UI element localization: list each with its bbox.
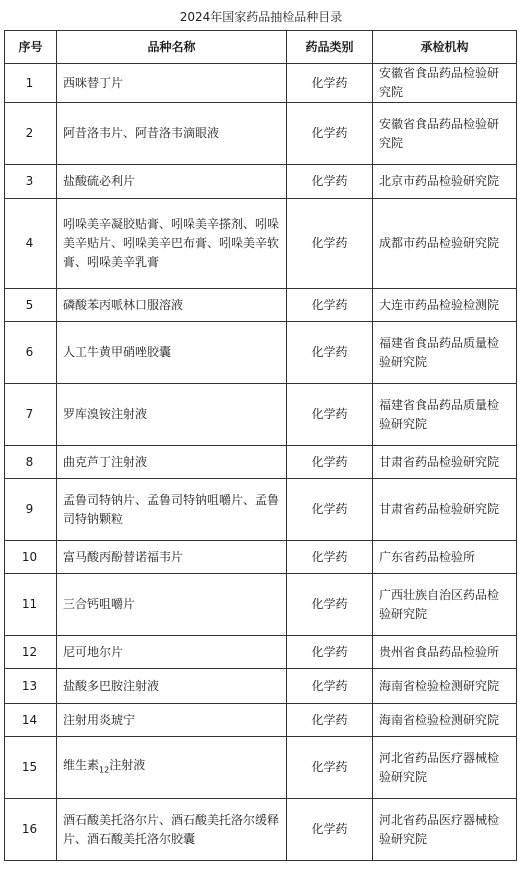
row-no: 14 [5, 704, 57, 737]
row-name: 罗库溴铵注射液 [57, 384, 287, 446]
row-name: 曲克芦丁注射液 [57, 446, 287, 479]
table-row [5, 574, 517, 636]
row-category: 化学药 [287, 541, 373, 574]
row-category: 化学药 [287, 737, 373, 799]
row-name: 吲哚美辛凝胶贴膏、吲哚美辛搽剂、吲哚美辛贴片、吲哚美辛巴布膏、吲哚美辛软膏、吲哚美辛乳膏 [57, 199, 287, 289]
row-category: 化学药 [287, 322, 373, 384]
table-row [5, 64, 517, 103]
table-row [5, 322, 517, 384]
table-row [5, 636, 517, 669]
row-org: 福建省食品药品质量检验研究院 [373, 322, 517, 384]
row-name: 酒石酸美托洛尔片、酒石酸美托洛尔缓释片、酒石酸美托洛尔胶囊 [57, 799, 287, 861]
table-row [5, 103, 517, 165]
row-no: 8 [5, 446, 57, 479]
header-row [5, 31, 517, 64]
row-org: 成都市药品检验研究院 [373, 199, 517, 289]
row-org: 甘肃省药品检验研究院 [373, 479, 517, 541]
row-no: 1 [5, 64, 57, 103]
row-name-suffix: 注射液 [109, 757, 146, 772]
row-org: 广西壮族自治区药品检验研究院 [373, 574, 517, 636]
row-no: 7 [5, 384, 57, 446]
row-org: 河北省药品医疗器械检验研究院 [373, 799, 517, 861]
row-name: 三合钙咀嚼片 [57, 574, 287, 636]
table-header [5, 31, 517, 64]
row-org: 海南省检验检测研究院 [373, 669, 517, 704]
row-name: 阿昔洛韦片、阿昔洛韦滴眼液 [57, 103, 287, 165]
row-no: 13 [5, 669, 57, 704]
row-no: 16 [5, 799, 57, 861]
row-category: 化学药 [287, 669, 373, 704]
row-category: 化学药 [287, 574, 373, 636]
row-no: 5 [5, 289, 57, 322]
row-no: 4 [5, 199, 57, 289]
row-category: 化学药 [287, 446, 373, 479]
row-name: 西咪替丁片 [57, 64, 287, 103]
row-no: 11 [5, 574, 57, 636]
row-category: 化学药 [287, 165, 373, 199]
row-org: 大连市药品检验检测院 [373, 289, 517, 322]
row-org: 海南省检验检测研究院 [373, 704, 517, 737]
row-category: 化学药 [287, 704, 373, 737]
row-category: 化学药 [287, 799, 373, 861]
table-row [5, 165, 517, 199]
drug-list-table [4, 30, 517, 861]
row-name [57, 737, 287, 799]
table-row [5, 737, 517, 799]
row-category: 化学药 [287, 199, 373, 289]
row-org: 福建省食品药品质量检验研究院 [373, 384, 517, 446]
table-body [5, 64, 517, 861]
row-no: 9 [5, 479, 57, 541]
row-name-subscript: 12 [99, 765, 110, 775]
row-org: 广东省药品检验所 [373, 541, 517, 574]
row-no: 15 [5, 737, 57, 799]
row-org: 安徽省食品药品检验研究院 [373, 103, 517, 165]
row-no: 3 [5, 165, 57, 199]
row-name-text: 维生素 [63, 757, 100, 772]
table-row [5, 704, 517, 737]
row-name: 盐酸多巴胺注射液 [57, 669, 287, 704]
row-name: 富马酸丙酚替诺福韦片 [57, 541, 287, 574]
table-row [5, 384, 517, 446]
table-row [5, 446, 517, 479]
row-name: 磷酸苯丙哌林口服溶液 [57, 289, 287, 322]
row-name: 人工牛黄甲硝唑胶囊 [57, 322, 287, 384]
row-name: 注射用炎琥宁 [57, 704, 287, 737]
row-category: 化学药 [287, 479, 373, 541]
row-no: 10 [5, 541, 57, 574]
table-row [5, 479, 517, 541]
row-org: 河北省药品医疗器械检验研究院 [373, 737, 517, 799]
document-title: 2024年国家药品抽检品种目录 [179, 10, 343, 24]
header-no: 序号 [5, 31, 57, 64]
row-category: 化学药 [287, 64, 373, 103]
table-row [5, 289, 517, 322]
row-no: 12 [5, 636, 57, 669]
table-row [5, 199, 517, 289]
row-category: 化学药 [287, 289, 373, 322]
row-org: 贵州省食品药品检验所 [373, 636, 517, 669]
row-no: 6 [5, 322, 57, 384]
table-row [5, 541, 517, 574]
table-row [5, 669, 517, 704]
row-org: 安徽省食品药品检验研究院 [373, 64, 517, 103]
header-name: 品种名称 [57, 31, 287, 64]
row-org: 甘肃省药品检验研究院 [373, 446, 517, 479]
row-name: 孟鲁司特钠片、孟鲁司特钠咀嚼片、孟鲁司特钠颗粒 [57, 479, 287, 541]
header-org: 承检机构 [373, 31, 517, 64]
table-row [5, 799, 517, 861]
row-category: 化学药 [287, 636, 373, 669]
row-category: 化学药 [287, 384, 373, 446]
header-category: 药品类别 [287, 31, 373, 64]
row-name: 尼可地尔片 [57, 636, 287, 669]
row-org: 北京市药品检验研究院 [373, 165, 517, 199]
row-category: 化学药 [287, 103, 373, 165]
row-name: 盐酸硫必利片 [57, 165, 287, 199]
row-no: 2 [5, 103, 57, 165]
